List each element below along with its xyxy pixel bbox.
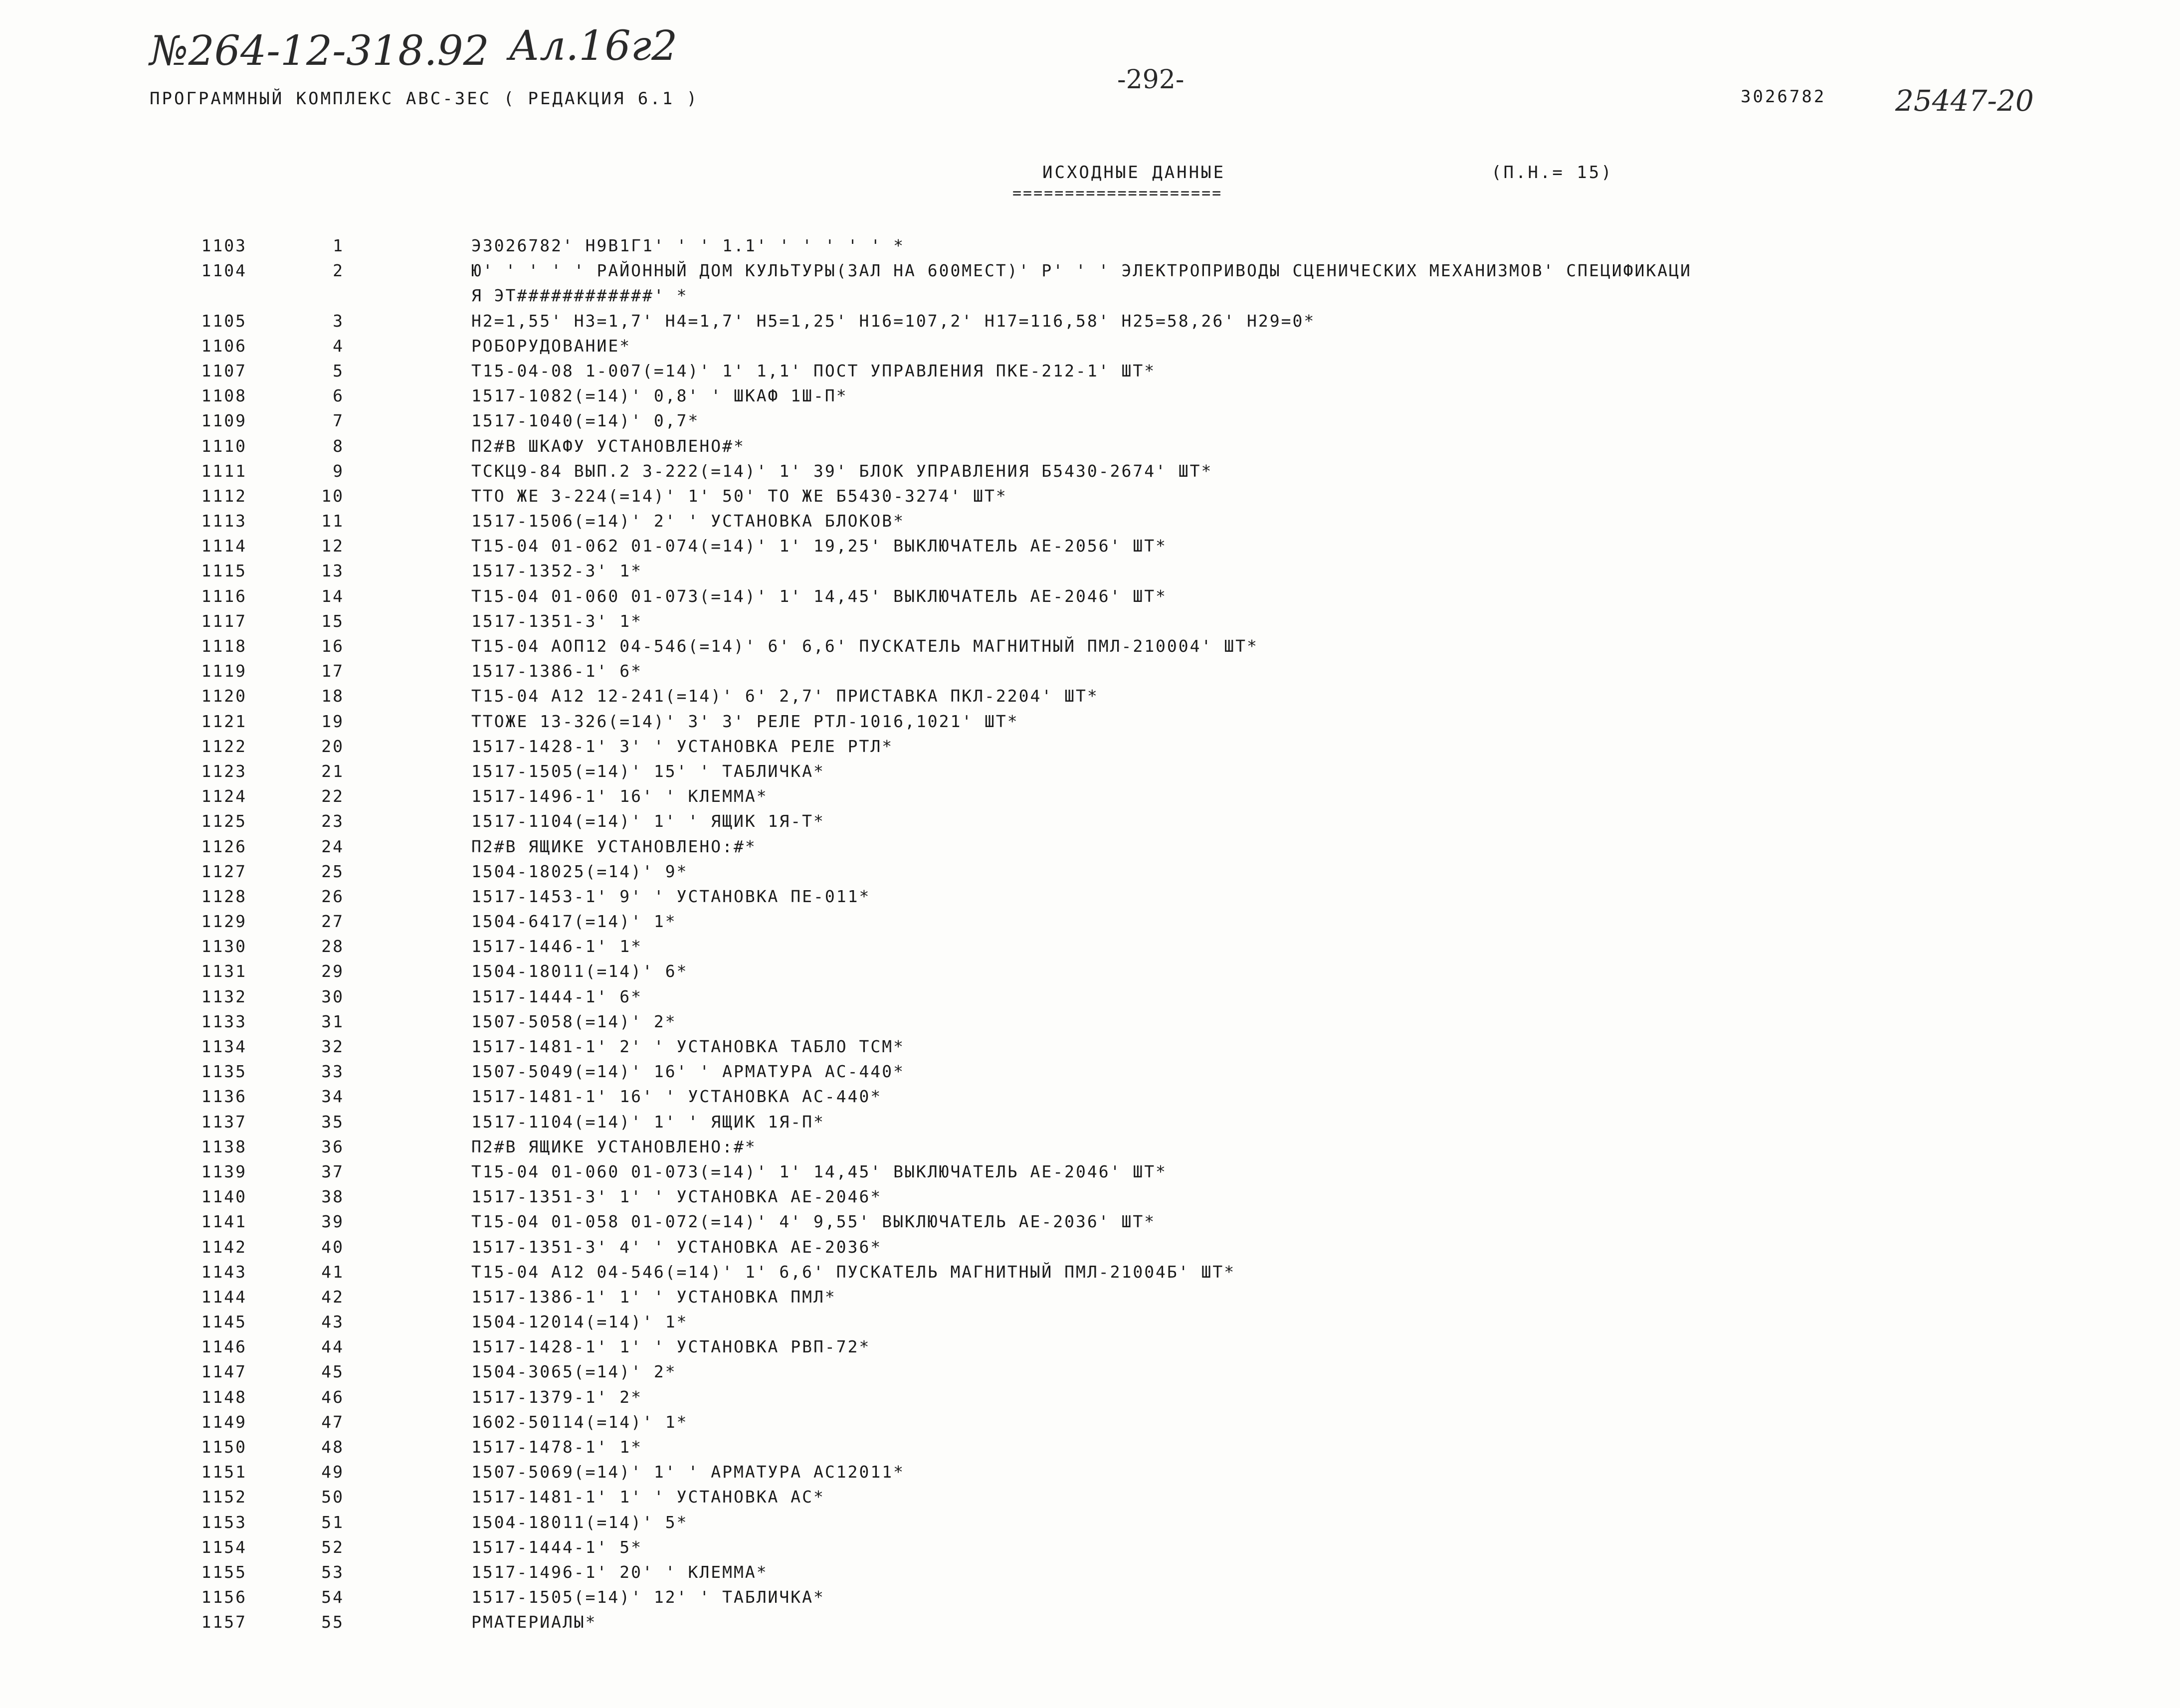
record-text: 1517-1481-1' 1' ' УСТАНОВКА АС*	[471, 1487, 825, 1507]
record-text: РОБОРУДОВАНИЕ*	[471, 336, 631, 356]
record-number: 1146	[201, 1337, 247, 1357]
record-number: 1126	[201, 836, 247, 856]
record-text: РМАТЕРИАЛЫ*	[471, 1612, 597, 1632]
record-number: 1155	[201, 1562, 247, 1582]
listing-row	[0, 1009, 2180, 1034]
record-text: 1517-1444-1' 6*	[471, 986, 643, 1006]
record-text: 1517-1082(=14)' 0,8' ' ШКАФ 1Ш-П*	[471, 386, 848, 406]
record-text: 1517-1481-1' 16' ' УСТАНОВКА АС-440*	[471, 1087, 882, 1107]
listing-row	[0, 709, 2180, 734]
record-number: 1133	[201, 1011, 247, 1031]
listing-row	[0, 509, 2180, 534]
listing-row	[0, 1585, 2180, 1610]
document-code: 3026782	[1741, 87, 1826, 107]
record-text: 1517-1453-1' 9' ' УСТАНОВКА ПЕ-011*	[471, 886, 871, 906]
record-number: 1154	[201, 1537, 247, 1557]
record-text: Я ЭТ############' *	[471, 286, 688, 306]
record-text: Ю' ' ' ' ' РАЙОННЫЙ ДОМ КУЛЬТУРЫ(ЗАЛ НА 600МЕСТ)' Р' ' ' ЭЛЕКТРОПРИВОДЫ СЦЕНИЧЕСКИХ МЕХАНИЗМОВ' СПЕЦИФИКАЦИ	[471, 261, 1692, 281]
record-text: 1517-1444-1' 5*	[471, 1537, 643, 1557]
sequence-number: 26	[321, 886, 344, 906]
record-text: 1507-5058(=14)' 2*	[471, 1011, 677, 1031]
record-text: 1602-50114(=14)' 1*	[471, 1412, 688, 1432]
listing-row	[0, 834, 2180, 859]
page-number: -292-	[1117, 65, 1185, 95]
record-number: 1128	[201, 886, 247, 906]
sequence-number: 21	[321, 761, 344, 781]
sequence-number: 7	[333, 411, 344, 431]
record-number: 1121	[201, 711, 247, 731]
sequence-number: 16	[321, 636, 344, 656]
record-text: Т15-04 01-062 01-074(=14)' 1' 19,25' ВЫКЛЮЧАТЕЛЬ АЕ-2056' ШТ*	[471, 536, 1167, 556]
page-index: (П.Н.= 15)	[1491, 163, 1613, 183]
listing-row	[0, 1059, 2180, 1084]
listing-row	[0, 534, 2180, 559]
sequence-number: 6	[333, 386, 344, 406]
record-text: 1517-1379-1' 2*	[471, 1387, 643, 1407]
record-text: 1517-1104(=14)' 1' ' ЯЩИК 1Я-Т*	[471, 811, 825, 831]
record-number: 1110	[201, 436, 247, 456]
listing-row	[0, 559, 2180, 583]
record-text: Т15-04 01-060 01-073(=14)' 1' 14,45' ВЫКЛЮЧАТЕЛЬ АЕ-2046' ШТ*	[471, 586, 1167, 606]
listing-row	[0, 459, 2180, 484]
listing-row	[0, 1435, 2180, 1460]
listing-row	[0, 1209, 2180, 1234]
listing-row	[0, 1184, 2180, 1209]
sequence-number: 10	[321, 486, 344, 506]
record-number: 1141	[201, 1212, 247, 1232]
record-text: 1517-1104(=14)' 1' ' ЯЩИК 1Я-П*	[471, 1112, 825, 1132]
listing-row	[0, 584, 2180, 609]
listing-row	[0, 734, 2180, 759]
sequence-number: 42	[321, 1287, 344, 1307]
record-number: 1148	[201, 1387, 247, 1407]
record-text: Т15-04 А12 04-546(=14)' 1' 6,6' ПУСКАТЕЛЬ МАГНИТНЫЙ ПМЛ-21004Б' ШТ*	[471, 1262, 1236, 1282]
sequence-number: 18	[321, 686, 344, 706]
listing-row	[0, 984, 2180, 1009]
sequence-number: 23	[321, 811, 344, 831]
listing-row	[0, 1385, 2180, 1410]
sequence-number: 54	[321, 1587, 344, 1607]
record-text: 1504-18025(=14)' 9*	[471, 861, 688, 881]
sequence-number: 17	[321, 661, 344, 681]
listing-row	[0, 1485, 2180, 1510]
sequence-number: 52	[321, 1537, 344, 1557]
sequence-number: 5	[333, 361, 344, 380]
listing-row	[0, 359, 2180, 383]
record-number: 1108	[201, 386, 247, 406]
record-text: 1517-1506(=14)' 2' ' УСТАНОВКА БЛОКОВ*	[471, 511, 905, 531]
handwritten-reference: №264-12-318.92	[150, 27, 489, 75]
record-text: 1517-1386-1' 6*	[471, 661, 643, 681]
record-number: 1153	[201, 1512, 247, 1532]
record-text: 1504-18011(=14)' 6*	[471, 961, 688, 981]
listing-row	[0, 1535, 2180, 1560]
sequence-number: 8	[333, 436, 344, 456]
record-number: 1130	[201, 937, 247, 956]
record-number: 1103	[201, 236, 247, 255]
record-number: 1116	[201, 586, 247, 606]
listing-row	[0, 959, 2180, 984]
record-number: 1124	[201, 786, 247, 806]
data-listing	[0, 233, 2180, 1635]
record-number: 1122	[201, 736, 247, 756]
record-text: ТТОЖЕ 13-326(=14)' 3' 3' РЕЛЕ РТЛ-1016,1021' ШТ*	[471, 711, 1019, 731]
record-text: 1507-5049(=14)' 16' ' АРМАТУРА АС-440*	[471, 1062, 905, 1082]
sequence-number: 44	[321, 1337, 344, 1357]
record-text: 1517-1481-1' 2' ' УСТАНОВКА ТАБЛО ТСМ*	[471, 1037, 905, 1056]
listing-row	[0, 484, 2180, 509]
record-text: 1507-5069(=14)' 1' ' АРМАТУРА АС12011*	[471, 1462, 905, 1482]
listing-row	[0, 434, 2180, 459]
listing-row	[0, 684, 2180, 709]
listing-row	[0, 334, 2180, 359]
sequence-number: 50	[321, 1487, 344, 1507]
listing-row	[0, 1334, 2180, 1359]
listing-row	[0, 809, 2180, 834]
record-number: 1157	[201, 1612, 247, 1632]
record-text: Н2=1,55' Н3=1,7' Н4=1,7' Н5=1,25' Н16=107,2' Н17=116,58' Н25=58,26' Н29=0*	[471, 311, 1316, 331]
sequence-number: 1	[333, 236, 344, 255]
sequence-number: 20	[321, 736, 344, 756]
sequence-number: 19	[321, 711, 344, 731]
listing-row	[0, 934, 2180, 959]
record-number: 1111	[201, 461, 247, 481]
listing-row	[0, 258, 2180, 283]
sequence-number: 30	[321, 986, 344, 1006]
record-text: 1517-1505(=14)' 15' ' ТАБЛИЧКА*	[471, 761, 825, 781]
program-line: ПРОГРАММНЫЙ КОМПЛЕКС АВС-ЗЕС ( РЕДАКЦИЯ 6.1 )	[150, 89, 699, 109]
record-number: 1104	[201, 261, 247, 281]
sequence-number: 48	[321, 1437, 344, 1457]
listing-row	[0, 759, 2180, 784]
sequence-number: 28	[321, 937, 344, 956]
sequence-number: 45	[321, 1362, 344, 1382]
title-underline: ====================	[1012, 185, 1223, 202]
record-text: 1517-1496-1' 16' ' КЛЕММА*	[471, 786, 768, 806]
listing-row	[0, 1610, 2180, 1635]
record-text: 1517-1351-3' 1' ' УСТАНОВКА АЕ-2046*	[471, 1187, 882, 1207]
listing-row	[0, 1560, 2180, 1585]
sequence-number: 51	[321, 1512, 344, 1532]
record-number: 1109	[201, 411, 247, 431]
record-number: 1132	[201, 986, 247, 1006]
sequence-number: 29	[321, 961, 344, 981]
record-number: 1117	[201, 611, 247, 631]
record-number: 1112	[201, 486, 247, 506]
record-text: Т15-04-08 1-007(=14)' 1' 1,1' ПОСТ УПРАВЛЕНИЯ ПКЕ-212-1' ШТ*	[471, 361, 1156, 380]
listing-row	[0, 859, 2180, 884]
listing-row	[0, 884, 2180, 909]
sequence-number: 9	[333, 461, 344, 481]
record-text: 1504-18011(=14)' 5*	[471, 1512, 688, 1532]
sequence-number: 11	[321, 511, 344, 531]
record-number: 1134	[201, 1037, 247, 1056]
sequence-number: 15	[321, 611, 344, 631]
record-text: 1517-1386-1' 1' ' УСТАНОВКА ПМЛ*	[471, 1287, 836, 1307]
sequence-number: 3	[333, 311, 344, 331]
sequence-number: 12	[321, 536, 344, 556]
listing-row	[0, 383, 2180, 408]
record-number: 1118	[201, 636, 247, 656]
listing-row	[0, 233, 2180, 258]
sequence-number: 55	[321, 1612, 344, 1632]
listing-row	[0, 784, 2180, 809]
sequence-number: 22	[321, 786, 344, 806]
listing-row	[0, 1034, 2180, 1059]
record-number: 1145	[201, 1312, 247, 1332]
record-text: Э3026782' Н9В1Г1' ' ' 1.1' ' ' ' ' ' *	[471, 236, 905, 255]
sequence-number: 46	[321, 1387, 344, 1407]
record-number: 1113	[201, 511, 247, 531]
record-number: 1119	[201, 661, 247, 681]
listing-row	[0, 1159, 2180, 1184]
record-number: 1114	[201, 536, 247, 556]
record-text: 1517-1352-3' 1*	[471, 561, 643, 581]
sequence-number: 43	[321, 1312, 344, 1332]
record-number: 1129	[201, 912, 247, 932]
listing-row	[0, 1510, 2180, 1535]
record-number: 1142	[201, 1237, 247, 1257]
record-text: Т15-04 01-058 01-072(=14)' 4' 9,55' ВЫКЛЮЧАТЕЛЬ АЕ-2036' ШТ*	[471, 1212, 1156, 1232]
record-number: 1135	[201, 1062, 247, 1082]
sequence-number: 40	[321, 1237, 344, 1257]
sequence-number: 13	[321, 561, 344, 581]
record-text: Т15-04 АОП12 04-546(=14)' 6' 6,6' ПУСКАТЕЛЬ МАГНИТНЫЙ ПМЛ-210004' ШТ*	[471, 636, 1258, 656]
handwritten-code: 25447-20	[1895, 84, 2034, 118]
record-text: П2#В ШКАФУ УСТАНОВЛЕНО#*	[471, 436, 745, 456]
record-number: 1151	[201, 1462, 247, 1482]
record-text: 1517-1351-3' 1*	[471, 611, 643, 631]
listing-row	[0, 1285, 2180, 1310]
listing-row	[0, 909, 2180, 934]
sequence-number: 38	[321, 1187, 344, 1207]
record-text: 1504-12014(=14)' 1*	[471, 1312, 688, 1332]
sequence-number: 47	[321, 1412, 344, 1432]
listing-row	[0, 609, 2180, 634]
record-number: 1136	[201, 1087, 247, 1107]
listing-row	[0, 659, 2180, 684]
record-number: 1127	[201, 861, 247, 881]
record-text: 1517-1040(=14)' 0,7*	[471, 411, 700, 431]
record-number: 1144	[201, 1287, 247, 1307]
sequence-number: 32	[321, 1037, 344, 1056]
record-number: 1150	[201, 1437, 247, 1457]
record-number: 1131	[201, 961, 247, 981]
sequence-number: 27	[321, 912, 344, 932]
record-text: 1517-1496-1' 20' ' КЛЕММА*	[471, 1562, 768, 1582]
sequence-number: 41	[321, 1262, 344, 1282]
record-text: 1517-1428-1' 1' ' УСТАНОВКА РВП-72*	[471, 1337, 871, 1357]
listing-row	[0, 283, 2180, 308]
record-number: 1152	[201, 1487, 247, 1507]
record-number: 1149	[201, 1412, 247, 1432]
sequence-number: 36	[321, 1137, 344, 1156]
record-number: 1107	[201, 361, 247, 380]
sequence-number: 33	[321, 1062, 344, 1082]
record-number: 1125	[201, 811, 247, 831]
listing-row	[0, 1235, 2180, 1260]
record-text: П2#В ЯЩИКЕ УСТАНОВЛЕНО:#*	[471, 1137, 757, 1156]
record-text: ТСКЦ9-84 ВЫП.2 3-222(=14)' 1' 39' БЛОК УПРАВЛЕНИЯ Б5430-2674' ШТ*	[471, 461, 1213, 481]
record-text: П2#В ЯЩИКЕ УСТАНОВЛЕНО:#*	[471, 836, 757, 856]
record-text: 1517-1505(=14)' 12' ' ТАБЛИЧКА*	[471, 1587, 825, 1607]
listing-row	[0, 1460, 2180, 1485]
record-text: Т15-04 А12 12-241(=14)' 6' 2,7' ПРИСТАВКА ПКЛ-2204' ШТ*	[471, 686, 1099, 706]
sequence-number: 24	[321, 836, 344, 856]
record-number: 1139	[201, 1161, 247, 1181]
listing-row	[0, 1110, 2180, 1135]
record-text: 1517-1478-1' 1*	[471, 1437, 643, 1457]
handwritten-album-number: Ал.16г2	[509, 22, 678, 70]
listing-row	[0, 408, 2180, 433]
record-text: 1504-3065(=14)' 2*	[471, 1362, 677, 1382]
sequence-number: 4	[333, 336, 344, 356]
listing-row	[0, 1260, 2180, 1285]
record-number: 1143	[201, 1262, 247, 1282]
sequence-number: 2	[333, 261, 344, 281]
listing-row	[0, 1410, 2180, 1435]
section-title: ИСХОДНЫЕ ДАННЫЕ	[1042, 163, 1226, 183]
record-text: ТТО ЖЕ 3-224(=14)' 1' 50' ТО ЖЕ Б5430-3274' ШТ*	[471, 486, 1007, 506]
listing-row	[0, 1310, 2180, 1334]
sequence-number: 49	[321, 1462, 344, 1482]
sequence-number: 34	[321, 1087, 344, 1107]
record-number: 1138	[201, 1137, 247, 1156]
record-text: 1517-1351-3' 4' ' УСТАНОВКА АЕ-2036*	[471, 1237, 882, 1257]
sequence-number: 39	[321, 1212, 344, 1232]
record-number: 1120	[201, 686, 247, 706]
record-number: 1105	[201, 311, 247, 331]
record-number: 1106	[201, 336, 247, 356]
record-number: 1123	[201, 761, 247, 781]
listing-row	[0, 634, 2180, 659]
record-number: 1156	[201, 1587, 247, 1607]
record-number: 1147	[201, 1362, 247, 1382]
sequence-number: 53	[321, 1562, 344, 1582]
record-text: 1517-1428-1' 3' ' УСТАНОВКА РЕЛЕ РТЛ*	[471, 736, 894, 756]
listing-row	[0, 1084, 2180, 1109]
record-text: Т15-04 01-060 01-073(=14)' 1' 14,45' ВЫКЛЮЧАТЕЛЬ АЕ-2046' ШТ*	[471, 1161, 1167, 1181]
listing-row	[0, 1359, 2180, 1384]
sequence-number: 25	[321, 861, 344, 881]
sequence-number: 37	[321, 1161, 344, 1181]
sequence-number: 35	[321, 1112, 344, 1132]
sequence-number: 14	[321, 586, 344, 606]
record-number: 1115	[201, 561, 247, 581]
record-text: 1504-6417(=14)' 1*	[471, 912, 677, 932]
listing-row	[0, 1135, 2180, 1159]
record-number: 1140	[201, 1187, 247, 1207]
record-text: 1517-1446-1' 1*	[471, 937, 643, 956]
sequence-number: 31	[321, 1011, 344, 1031]
record-number: 1137	[201, 1112, 247, 1132]
listing-row	[0, 309, 2180, 334]
